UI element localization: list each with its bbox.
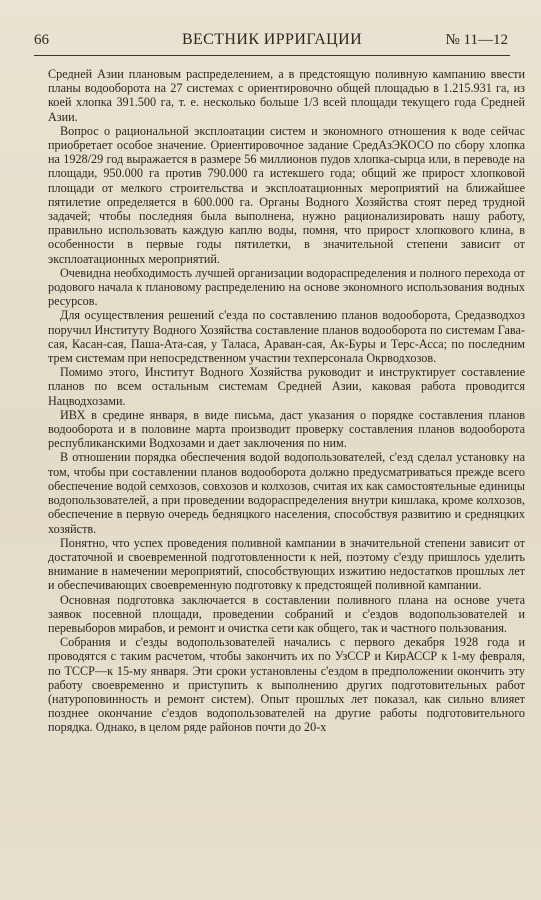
paragraph: Помимо этого, Институт Водного Хозяйства руководит и инструктирует составление планов по всем остальным системам Средней Азии, каковая работа проводится Нацводхозами. <box>48 365 525 408</box>
paragraph: ИВХ в средине января, в виде письма, даст указания о порядке составления планов водооборота и в половине марта производит проверку составления планов водооборота республиканскими Водхозами и дает заключения по ним. <box>48 407 525 451</box>
paragraph: Основная подготовка заключается в составлении поливного плана на основе учета заявок посевной площади, проведении собраний и с'ездов водопользователей и перевыборов мирабов, и ремонт и очистка сети как общего, так и частного пользования. <box>48 592 525 635</box>
article-body <box>48 67 525 735</box>
paragraph: Очевидна необходимость лучшей организации водораспределения и полного перехода от родового начала к плановому распределению на основе экономного использования водных ресурсов. <box>48 265 525 309</box>
paragraph: Для осуществления решений с'езда по составлению планов водооборота, Средазводхоз поручил Институту Водного Хозяйства составление планов водооборота по системам Гава-сая, Касан-сая, Паша-Ата-сая, у Таласа, Араван-сая, Ак-Буры и Терс-Асса; по последним трем системам при непосредственном участии техперсонала Окрводхозов. <box>48 308 525 366</box>
paragraph: Понятно, что успех проведения поливной кампании в значительной степени зависит от достаточной и своевременной подготовленности к ней, поэтому с'езду пришлось уделить внимание в намечении мероприятий, способствующих изжитию недостатков прошлых лет и обеспечивающих своевременную подготовку к предстоящей поливной кампании. <box>48 535 525 593</box>
issue-number: № 11—12 <box>445 32 508 48</box>
paragraph-continuation: Средней Азии плановым распределением, а в предстоящую поливную кампанию ввести планы водооборота на 27 системах с ориентировочно общей площадью в 1.215.931 га, из коей хлопка 391.500 га, т. е. несколько больше 1/3 всей площади текущего года Средней Азии. <box>48 67 525 124</box>
page-number: 66 <box>34 32 49 48</box>
page-header <box>34 30 510 52</box>
journal-title: ВЕСТНИК ИРРИГАЦИИ <box>181 31 363 48</box>
paragraph: Собрания и с'езды водопользователей начались с первого декабря 1928 года и проводятся с таким расчетом, чтобы закончить их по УзССР и КирАССР к 1-му февраля, по ТССР—к 15-му января. Эти сроки установлены с'ездом в предположении окончить эту работу своевременно и приступить к выполнению других подготовительных работ (натуроповинность и ремонт систем). Опыт прошлых лет показал, как сильно влияет позднее окончание с'ездов водопользователей на другие работы подготовительного порядка. Однако, в целом ряде районов почти до 20-х <box>48 635 525 735</box>
paragraph: В отношении порядка обеспечения водой водопользователей, с'езд сделал установку на том, чтобы при составлении планов водооборота должно предусматриваться прежде всего обеспечение водой семхозов, совхозов и колхозов, считая их как самостоятельные единицы водопользователей, а при проведении водораспределения внутри кишлака, кроме колхозов, обеспечение в первую очередь бедняцкого населения, способствуя развитию и средняцких хозяйств. <box>48 450 525 536</box>
paragraph: Вопрос о рациональной эксплоатации систем и экономного отношения к воде сейчас приобретает особое значение. Ориентировочное задание СредАзЭКОСО по сбору хлопка на 1928/29 год выражается в размере 56 миллионов пудов хлопка-сырца или, в переводе на площади, 950.000 га против 790.000 га истекшего года; общий же прирост хлопковой площади от мелкого строительства и эксплоатационных мероприятий на ближайшее пятилетие определяется в 600.000 га. Органы Водного Хозяйства стоят перед трудной задачей; чтобы последняя была выполнена, нужно рационализировать нашу работу, правильно использовать каждую каплю воды, помня, что прирост хлопкового клина, в особенности в первые годы пятилетки, в значительной степени зависит от эксплоатационных мероприятий. <box>48 123 525 266</box>
header-divider <box>34 55 510 56</box>
